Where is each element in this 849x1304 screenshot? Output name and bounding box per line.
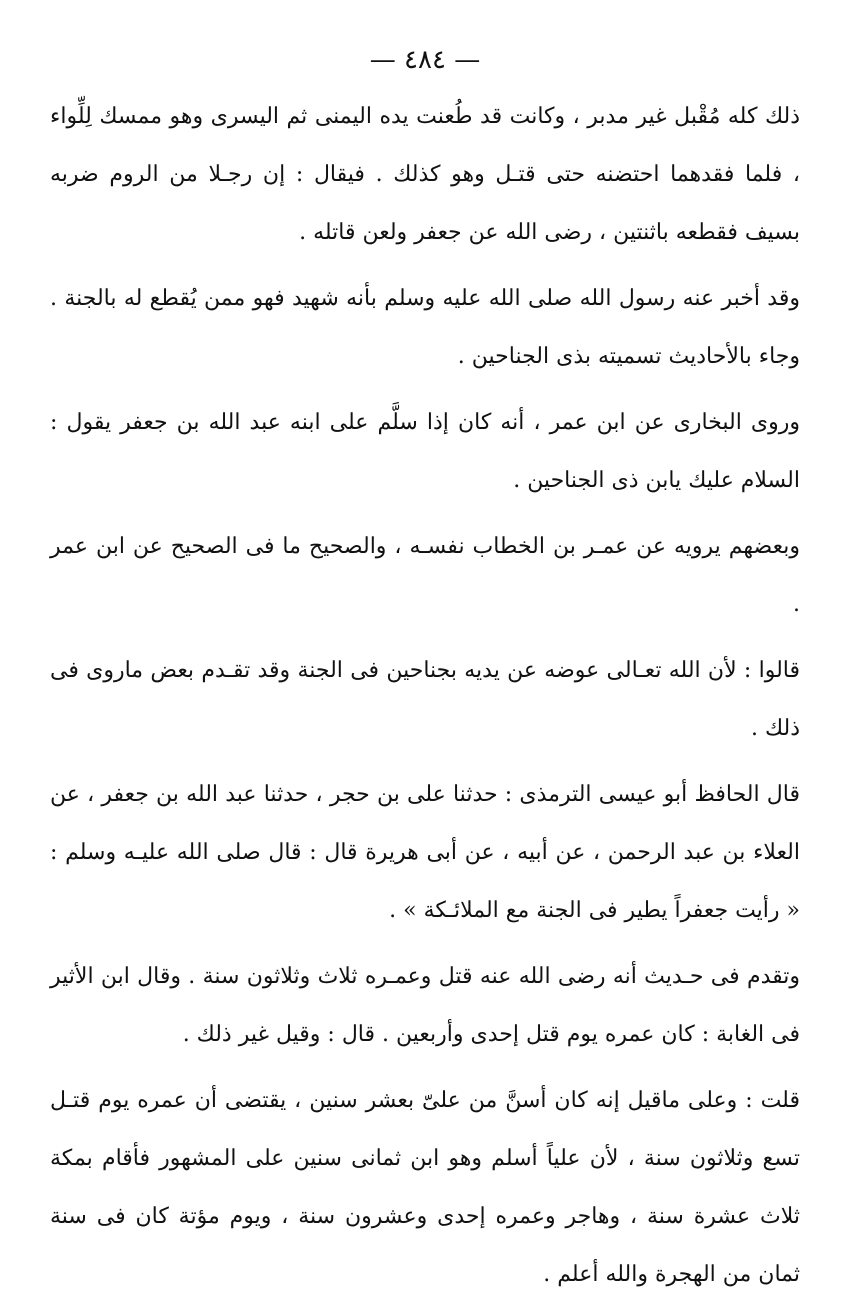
paragraph-1: ذلك كله مُقْبل غير مدبر ، وكانت قد طُعنت يده اليمنى ثم اليسرى وهو ممسك لِلِّواء ، فلما فقدهما احتضنه حتى قتـل وهو كذلك . فيقال : إن رجـلا من الروم ضربه بسيف فقطعه باثنتين ، رضى الله عن جعفر ولعن قاتله . — [50, 104, 800, 245]
page-body — [40, 88, 810, 1304]
paragraph-6: قال الحافظ أبو عيسى الترمذى : حدثنا على بن حجر ، حدثنا عبد الله بن جعفر ، عن العلاء بن عبد الرحمن ، عن أبيه ، عن أبى هريرة قال : قال صلى الله عليـه وسلم : « رأيت جعفراً يطير فى الجنة مع الملائـكة » . — [50, 782, 800, 923]
paragraph-8: قلت : وعلى ماقيل إنه كان أسنَّ من علىّ بعشر سنين ، يقتضى أن عمره يوم قتـل تسع وثلاثون سنة ، لأن علياً أسلم وهو ابن ثمانى سنين على المشهور فأقام بمكة ثلاث عشرة سنة ، وهاجر وعمره إحدى وعشرون سنة ، ويوم مؤتة كان فى سنة ثمان من الهجرة والله أعلم . — [50, 1088, 800, 1287]
paragraph-5: قالوا : لأن الله تعـالى عوضه عن يديه بجناحين فى الجنة وقد تقـدم بعض ماروى فى ذلك . — [50, 658, 800, 741]
paragraph-2: وقد أخبر عنه رسول الله صلى الله عليه وسلم بأنه شهيد فهو ممن يُقطع له بالجنة . وجاء بالأحاديث تسميته بذى الجناحين . — [50, 286, 800, 369]
paragraph-3: وروى البخارى عن ابن عمر ، أنه كان إذا سلَّم على ابنه عبد الله بن جعفر يقول : السلام عليك يابن ذى الجناحين . — [50, 410, 800, 493]
paragraph-7: وتقدم فى حـديث أنه رضى الله عنه قتل وعمـره ثلاث وثلاثون سنة . وقال ابن الأثير فى الغابة : كان عمره يوم قتل إحدى وأربعين . قال : وقيل غير ذلك . — [50, 964, 800, 1047]
book-page — [40, 40, 810, 1287]
paragraph-4: وبعضهم يرويه عن عمـر بن الخطاب نفسـه ، والصحيح ما فى الصحيح عن ابن عمر . — [50, 534, 800, 617]
page-number: — ٤٨٤ — — [369, 45, 481, 75]
